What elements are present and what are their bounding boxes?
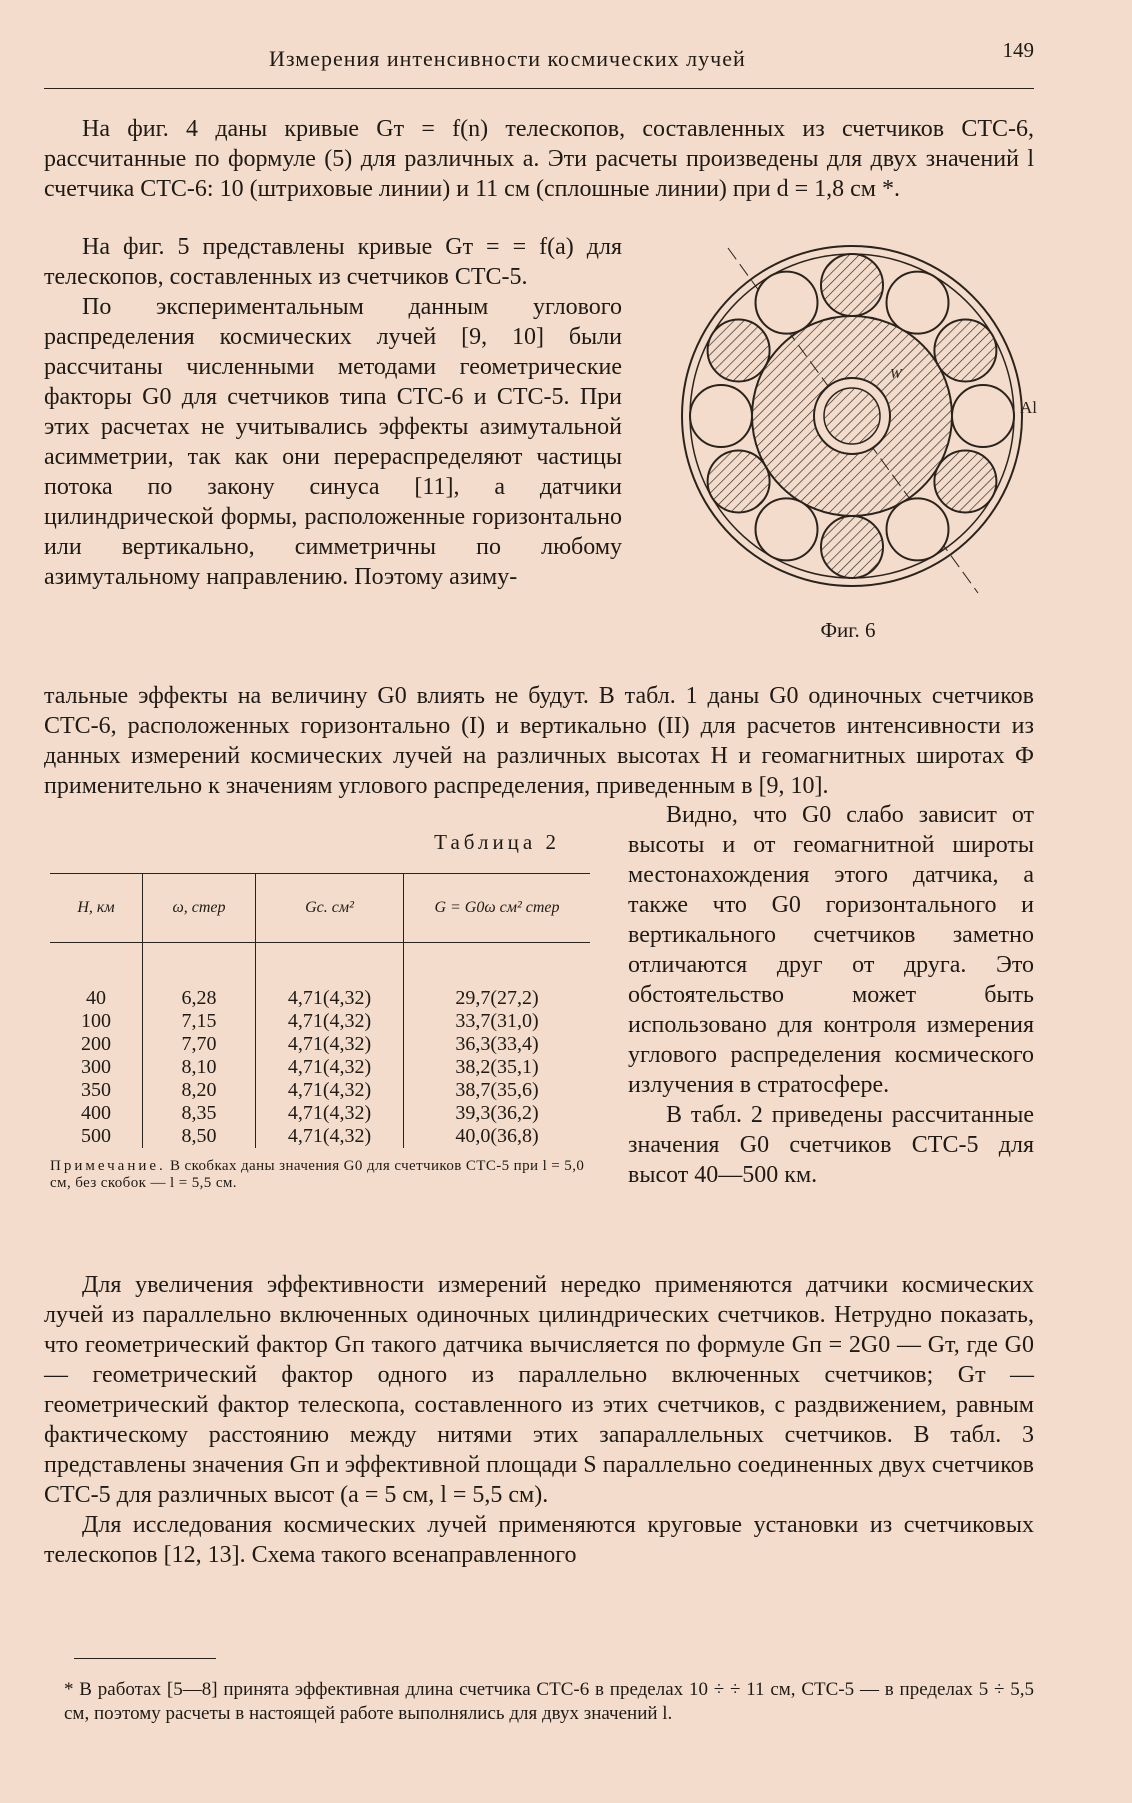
bottom-text <box>44 1270 1034 1570</box>
note-text: В скобках даны значения G0 для счетчиков СТС-5 при l = 5,0 см, без скобок — l = 5,5 см. <box>50 1158 585 1191</box>
label-w: W <box>890 367 902 382</box>
table-cell: 8,50 <box>143 1125 256 1148</box>
table-row <box>50 1125 590 1148</box>
table-cell: 400 <box>81 1102 111 1124</box>
table-cell: 33,7(31,0) <box>404 1010 591 1033</box>
paragraph-3-continued <box>44 681 1034 801</box>
table-cell: 4,71(4,32) <box>256 1102 404 1125</box>
counter-tube <box>821 516 883 578</box>
running-title: Измерения интенсивности космических лучей <box>269 46 746 71</box>
counter-tube <box>821 254 883 316</box>
table-cell: 8,35 <box>143 1102 256 1125</box>
table-cell: 7,15 <box>143 1010 256 1033</box>
table-row <box>50 1010 590 1033</box>
paragraph-6: Для увеличения эффективности измерений нередко применяются датчики космических лучей из параллельно включенных одиночных цилиндрических счетчиков. Нетрудно показать, что геометрический фактор Gп такого датчика вычисляется по формуле Gп = 2G0 — Gт, где G0 — геометрический фактор одного из параллельно включенных счетчиков; Gт — геометрический фактор телескопа, составленного из этих счетчиков, с раздвижением, равным фактическому расстоянию между нитями этих запараллельных счетчиков. В табл. 3 представлены значения Gп и эффективной площади S параллельно соединенных двух счетчиков СТС-5 для различных высот (a = 5 см, l = 5,5 см). <box>44 1272 1034 1508</box>
table-cell: 4,71(4,32) <box>256 1079 404 1102</box>
table-cell: 100 <box>81 1010 111 1032</box>
table-cell: 38,7(35,6) <box>404 1079 591 1102</box>
table-title: Таблица 2 <box>434 830 560 854</box>
column-header: Gc. см² <box>256 874 404 943</box>
counter-tube <box>690 385 752 447</box>
table-cell: 4,71(4,32) <box>256 1033 404 1056</box>
header-rule <box>44 88 1034 89</box>
table-cell: 8,10 <box>143 1056 256 1079</box>
table-cell: 200 <box>81 1033 111 1055</box>
column-header: H, км <box>50 874 143 943</box>
paragraph-text: тальные эффекты на величину G0 влиять не будут. В табл. 1 даны G0 одиночных счетчиков СТС-6, расположенных горизонтально (I) и вертикально (II) для расчетов интенсивности из данных измерений космических лучей на различных высотах H и геомагнитных широтах Ф применительно к значениям углового распределения, приведенным в [9, 10]. <box>44 683 1034 799</box>
column-header: G = G0ω см² стер <box>404 874 591 943</box>
table-cell: 29,7(27,2) <box>404 987 591 1010</box>
table-body <box>50 943 590 1149</box>
counter-tube <box>708 451 770 513</box>
paragraph-5: В табл. 2 приведены рассчитанные значения G0 счетчиков СТС-5 для высот 40—500 км. <box>628 1102 1034 1188</box>
counter-tube <box>887 272 949 334</box>
data-table <box>50 873 590 1148</box>
counter-tube <box>756 272 818 334</box>
table-cell: 40,0(36,8) <box>404 1125 591 1148</box>
footnote: * В работах [5—8] принята эффективная длина счетчика СТС-6 в пределах 10 ÷ ÷ 11 см, СТС-5 — в пределах 5 ÷ 5,5 см, поэтому расчеты в настоящей работе выполнялись для двух значений l. <box>64 1679 1034 1724</box>
table-cell: 8,20 <box>143 1079 256 1102</box>
footnote-rule <box>74 1658 216 1659</box>
paragraph-1 <box>44 114 1034 204</box>
table-cell: 36,3(33,4) <box>404 1033 591 1056</box>
table-cell: 40 <box>86 987 106 1009</box>
page-header <box>44 38 1034 94</box>
table-cell: 39,3(36,2) <box>404 1102 591 1125</box>
column-header: ω, стер <box>143 874 256 943</box>
left-column <box>44 232 622 592</box>
counter-tube <box>887 498 949 560</box>
table-row <box>50 1102 590 1125</box>
central-counter-inner <box>824 388 880 444</box>
paragraph-2: На фиг. 5 представлены кривые Gт = = f(a) для телескопов, составленных из счетчиков СТС-5. <box>44 234 622 290</box>
note-label: Примечание. <box>50 1158 166 1174</box>
page-number: 149 <box>1002 38 1034 62</box>
paragraph-7: Для исследования космических лучей применяются круговые установки из счетчиковых телескопов [12, 13]. Схема такого всенаправленного <box>44 1512 1034 1568</box>
table-cell: 500 <box>81 1125 111 1147</box>
table-note <box>50 1158 590 1192</box>
table-cell: 4,71(4,32) <box>256 1056 404 1079</box>
table-2 <box>50 830 590 1192</box>
counter-tube <box>934 320 996 382</box>
counter-tube <box>952 385 1014 447</box>
table-cell: 4,71(4,32) <box>256 1010 404 1033</box>
figure-6 <box>658 228 1038 648</box>
counter-tube <box>756 498 818 560</box>
paragraph-text: На фиг. 4 даны кривые Gт = f(n) телескопов, составленных из счетчиков СТС-6, рассчитанные по формуле (5) для различных a. Эти расчеты произведены для двух значений l счетчика СТС-6: 10 (штриховые линии) и 11 см (сплошные линии) при d = 1,8 см *. <box>44 116 1034 202</box>
paragraph-4: Видно, что G0 слабо зависит от высоты и от геомагнитной широты местонахождения этого датчика, а также что G0 горизонтального и вертикального счетчиков заметно отличаются друг от друга. Это обстоятельство может быть использовано для контроля измерения углового распределения космического излучения в стратосфере. <box>628 802 1034 1098</box>
table-row <box>50 987 590 1010</box>
table-cell: 300 <box>81 1056 111 1078</box>
label-al: Al <box>1020 398 1037 417</box>
paragraph-3-start: По экспериментальным данным углового распределения космических лучей [9, 10] были рассчитаны численными методами геометрические факторы G0 для счетчиков типа СТС-6 и СТС-5. При этих расчетах не учитывались эффекты азимутальной асимметрии, так как они перераспределяют частицы потока по закону синуса [11], а датчики цилиндрической формы, расположенные горизонтально или вертикально, симметричны по любому азимутальному направлению. Поэтому азиму- <box>44 294 622 590</box>
right-column <box>628 800 1034 1190</box>
table-header-row <box>50 874 590 943</box>
table-row <box>50 1079 590 1102</box>
table-cell: 350 <box>81 1079 111 1101</box>
table-cell: 38,2(35,1) <box>404 1056 591 1079</box>
table-row <box>50 1056 590 1079</box>
table-cell: 4,71(4,32) <box>256 987 404 1010</box>
table-cell: 6,28 <box>143 987 256 1010</box>
table-cell: 4,71(4,32) <box>256 1125 404 1148</box>
counter-tube <box>934 451 996 513</box>
counter-tube <box>708 320 770 382</box>
table-row <box>50 1033 590 1056</box>
figure-caption: Фиг. 6 <box>820 618 876 642</box>
table-cell: 7,70 <box>143 1033 256 1056</box>
counter-array-diagram <box>658 228 1038 608</box>
